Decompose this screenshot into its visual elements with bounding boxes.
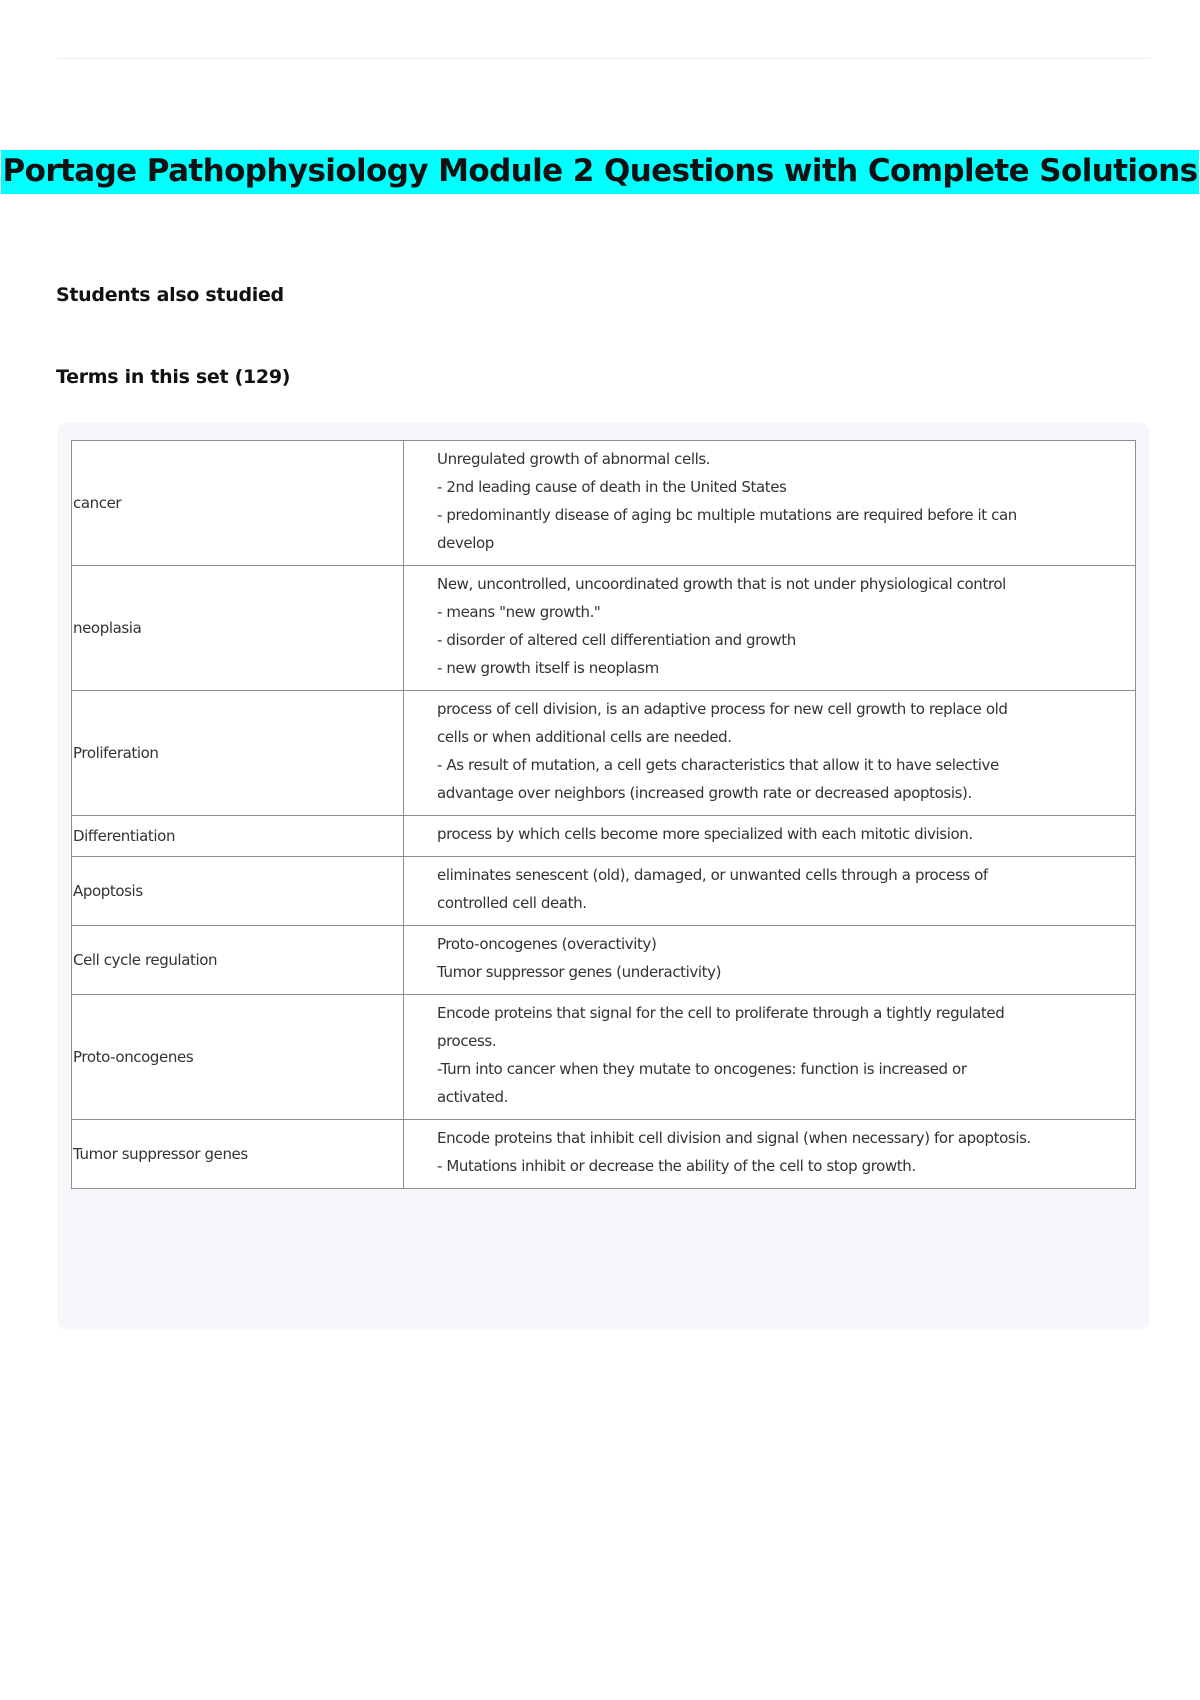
definition-line: New, uncontrolled, uncoordinated growth that is not under physiological control <box>437 575 1006 593</box>
term-cell: cancer <box>72 441 404 566</box>
definition-line: process by which cells become more specialized with each mitotic division. <box>437 825 973 843</box>
definition-line: process. <box>437 1032 497 1050</box>
definition-line: - means "new growth." <box>437 603 601 621</box>
terms-table <box>71 440 1136 1189</box>
term-row <box>72 995 1136 1120</box>
definition-line: advantage over neighbors (increased growth rate or decreased apoptosis). <box>437 784 972 802</box>
term-cell: Proto-oncogenes <box>72 995 404 1120</box>
definition-cell <box>404 857 1136 926</box>
title-container <box>0 150 1200 194</box>
term-cell: Proliferation <box>72 691 404 816</box>
students-also-studied-heading: Students also studied <box>56 284 284 306</box>
definition-line: - predominantly disease of aging bc multiple mutations are required before it can <box>437 506 1017 524</box>
term-cell: Apoptosis <box>72 857 404 926</box>
definition-cell <box>404 926 1136 995</box>
definition-line: Encode proteins that signal for the cell to proliferate through a tightly regulated <box>437 1004 1005 1022</box>
term-row <box>72 926 1136 995</box>
definition-cell <box>404 995 1136 1120</box>
definition-line: - As result of mutation, a cell gets characteristics that allow it to have selective <box>437 756 999 774</box>
definition-cell <box>404 691 1136 816</box>
definition-line: cells or when additional cells are needed. <box>437 728 732 746</box>
term-row <box>72 857 1136 926</box>
terms-in-set-heading: Terms in this set (129) <box>56 366 291 388</box>
term-cell: Differentiation <box>72 816 404 857</box>
term-row <box>72 1120 1136 1189</box>
definition-line: - 2nd leading cause of death in the United States <box>437 478 787 496</box>
definition-line: - disorder of altered cell differentiation and growth <box>437 631 796 649</box>
definition-line: Proto-oncogenes (overactivity) <box>437 935 657 953</box>
definition-line: Encode proteins that inhibit cell division and signal (when necessary) for apoptosis. <box>437 1129 1031 1147</box>
term-row <box>72 566 1136 691</box>
term-row <box>72 816 1136 857</box>
definition-line: eliminates senescent (old), damaged, or unwanted cells through a process of <box>437 866 988 884</box>
definition-cell <box>404 1120 1136 1189</box>
definition-cell <box>404 816 1136 857</box>
terms-table-body <box>72 441 1136 1189</box>
definition-line: develop <box>437 534 494 552</box>
definition-line: - Mutations inhibit or decrease the ability of the cell to stop growth. <box>437 1157 916 1175</box>
term-row <box>72 441 1136 566</box>
document-title: Portage Pathophysiology Module 2 Questions with Complete Solutions <box>1 150 1200 194</box>
term-cell: Tumor suppressor genes <box>72 1120 404 1189</box>
definition-line: - new growth itself is neoplasm <box>437 659 659 677</box>
term-cell: Cell cycle regulation <box>72 926 404 995</box>
definition-line: -Turn into cancer when they mutate to oncogenes: function is increased or <box>437 1060 967 1078</box>
definition-cell <box>404 566 1136 691</box>
term-row <box>72 691 1136 816</box>
definition-line: controlled cell death. <box>437 894 587 912</box>
definition-line: activated. <box>437 1088 508 1106</box>
term-cell: neoplasia <box>72 566 404 691</box>
definition-line: process of cell division, is an adaptive process for new cell growth to replace old <box>437 700 1008 718</box>
definition-line: Tumor suppressor genes (underactivity) <box>437 963 722 981</box>
top-divider <box>57 58 1150 59</box>
definition-line: Unregulated growth of abnormal cells. <box>437 450 711 468</box>
definition-cell <box>404 441 1136 566</box>
